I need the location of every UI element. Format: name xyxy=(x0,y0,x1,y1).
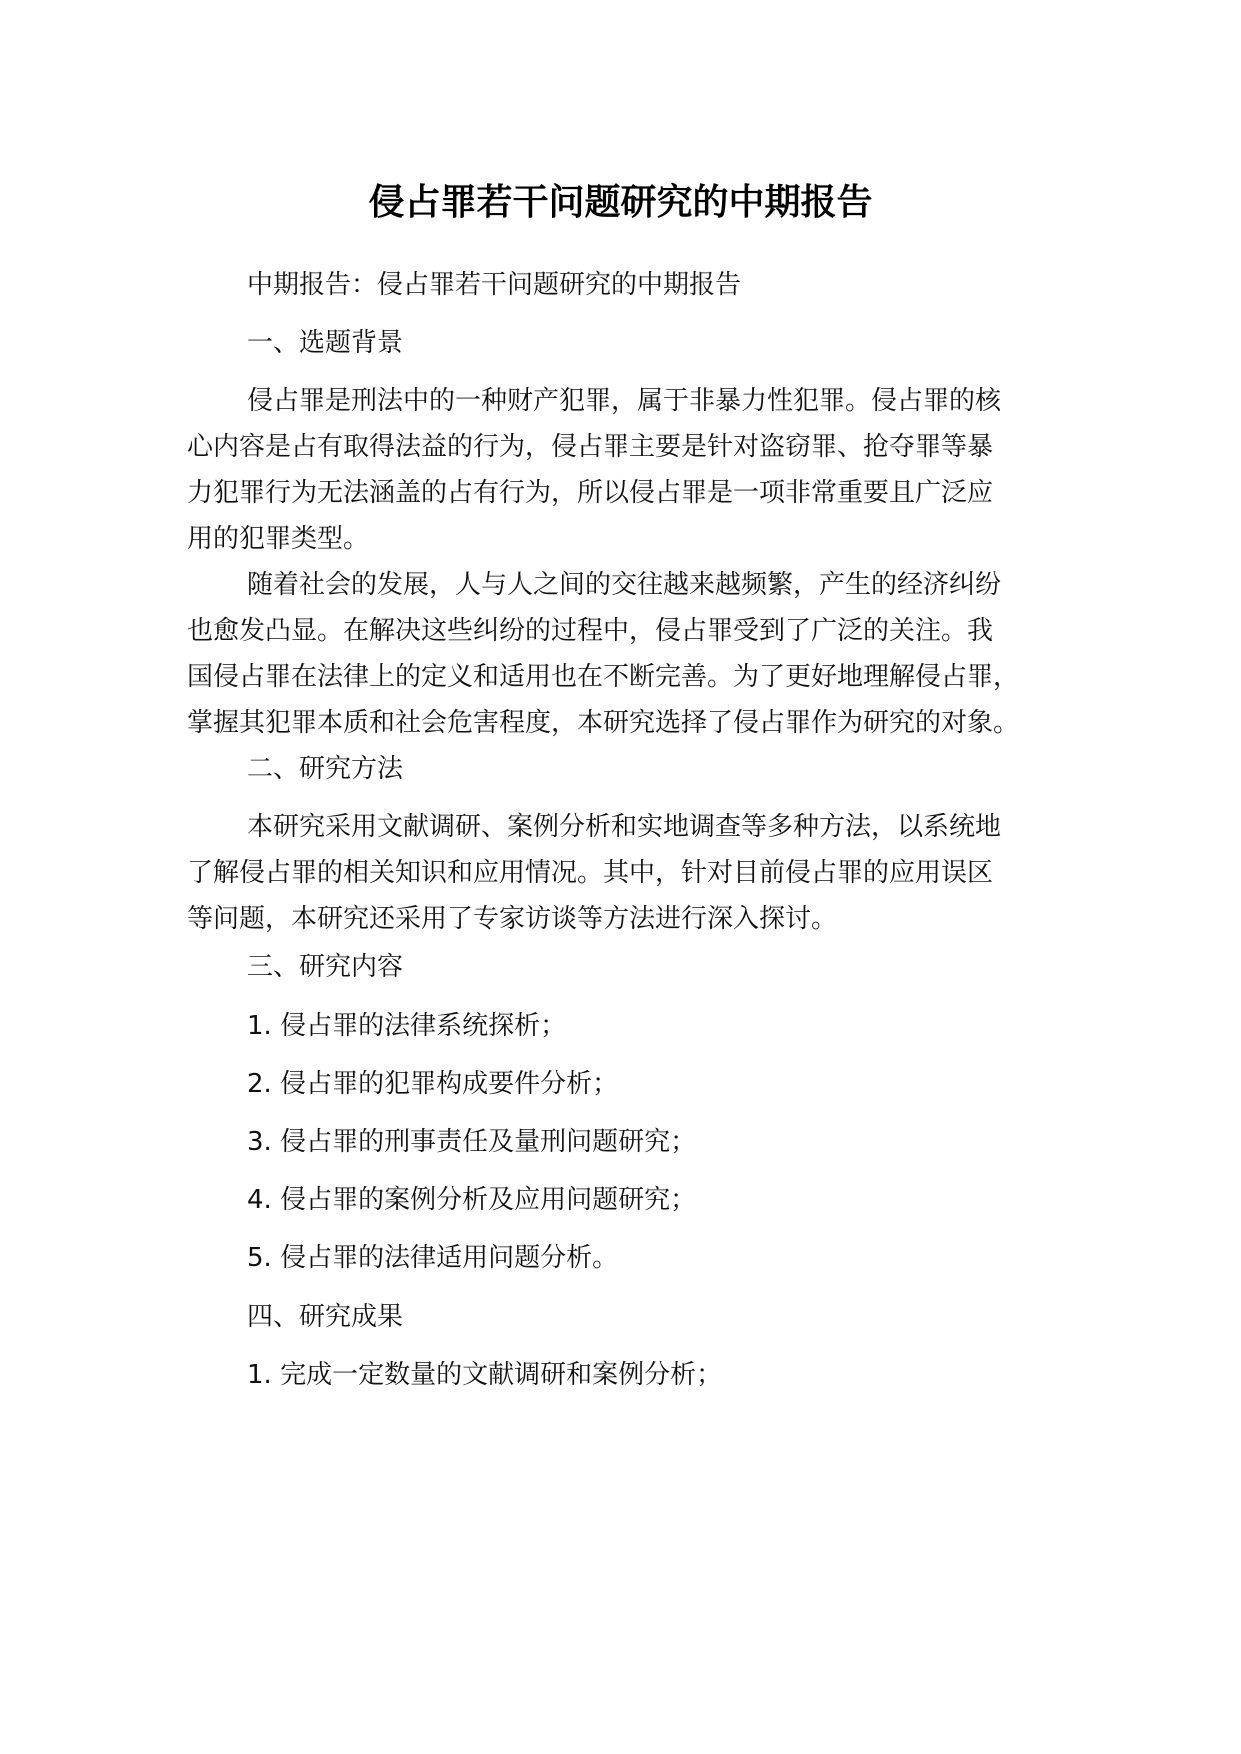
document-subtitle: 中期报告：侵占罪若干问题研究的中期报告 xyxy=(247,270,742,300)
list-item: 3. 侵占罪的刑事责任及量刑问题研究； xyxy=(247,1127,697,1157)
paragraph-line: 随着社会的发展，人与人之间的交往越来越频繁，产生的经济纠纷 xyxy=(247,570,1002,600)
list-item: 1. 完成一定数量的文献调研和案例分析； xyxy=(247,1360,723,1390)
paragraph-line: 国侵占罪在法律上的定义和适用也在不断完善。为了更好地理解侵占罪， xyxy=(187,662,1020,692)
paragraph-line: 等问题，本研究还采用了专家访谈等方法进行深入探讨。 xyxy=(187,904,838,934)
paragraph-line: 也愈发凸显。在解决这些纠纷的过程中，侵占罪受到了广泛的关注。我 xyxy=(187,616,994,646)
list-item: 2. 侵占罪的犯罪构成要件分析； xyxy=(247,1069,619,1099)
list-item: 4. 侵占罪的案例分析及应用问题研究； xyxy=(247,1185,697,1215)
section-heading-methods: 二、研究方法 xyxy=(247,754,404,784)
document-title: 侵占罪若干问题研究的中期报告 xyxy=(368,182,873,223)
paragraph-background-2 xyxy=(187,562,1087,746)
paragraph-background-1 xyxy=(187,378,1087,562)
section-heading-background: 一、选题背景 xyxy=(247,328,404,358)
paragraph-line: 用的犯罪类型。 xyxy=(187,524,370,554)
section-heading-results: 四、研究成果 xyxy=(247,1302,404,1332)
paragraph-line: 掌握其犯罪本质和社会危害程度，本研究选择了侵占罪作为研究的对象。 xyxy=(187,708,1020,738)
paragraph-line: 侵占罪是刑法中的一种财产犯罪，属于非暴力性犯罪。侵占罪的核 xyxy=(247,386,1002,416)
section-heading-content: 三、研究内容 xyxy=(247,952,404,982)
list-item: 1. 侵占罪的法律系统探析； xyxy=(247,1011,567,1041)
paragraph-methods xyxy=(187,804,1087,942)
paragraph-line: 本研究采用文献调研、案例分析和实地调查等多种方法，以系统地 xyxy=(247,812,1002,842)
paragraph-line: 了解侵占罪的相关知识和应用情况。其中，针对目前侵占罪的应用误区 xyxy=(187,858,994,888)
paragraph-line: 心内容是占有取得法益的行为，侵占罪主要是针对盗窃罪、抢夺罪等暴 xyxy=(187,432,994,462)
paragraph-line: 力犯罪行为无法涵盖的占有行为，所以侵占罪是一项非常重要且广泛应 xyxy=(187,478,994,508)
list-item: 5. 侵占罪的法律适用问题分析。 xyxy=(247,1243,619,1273)
